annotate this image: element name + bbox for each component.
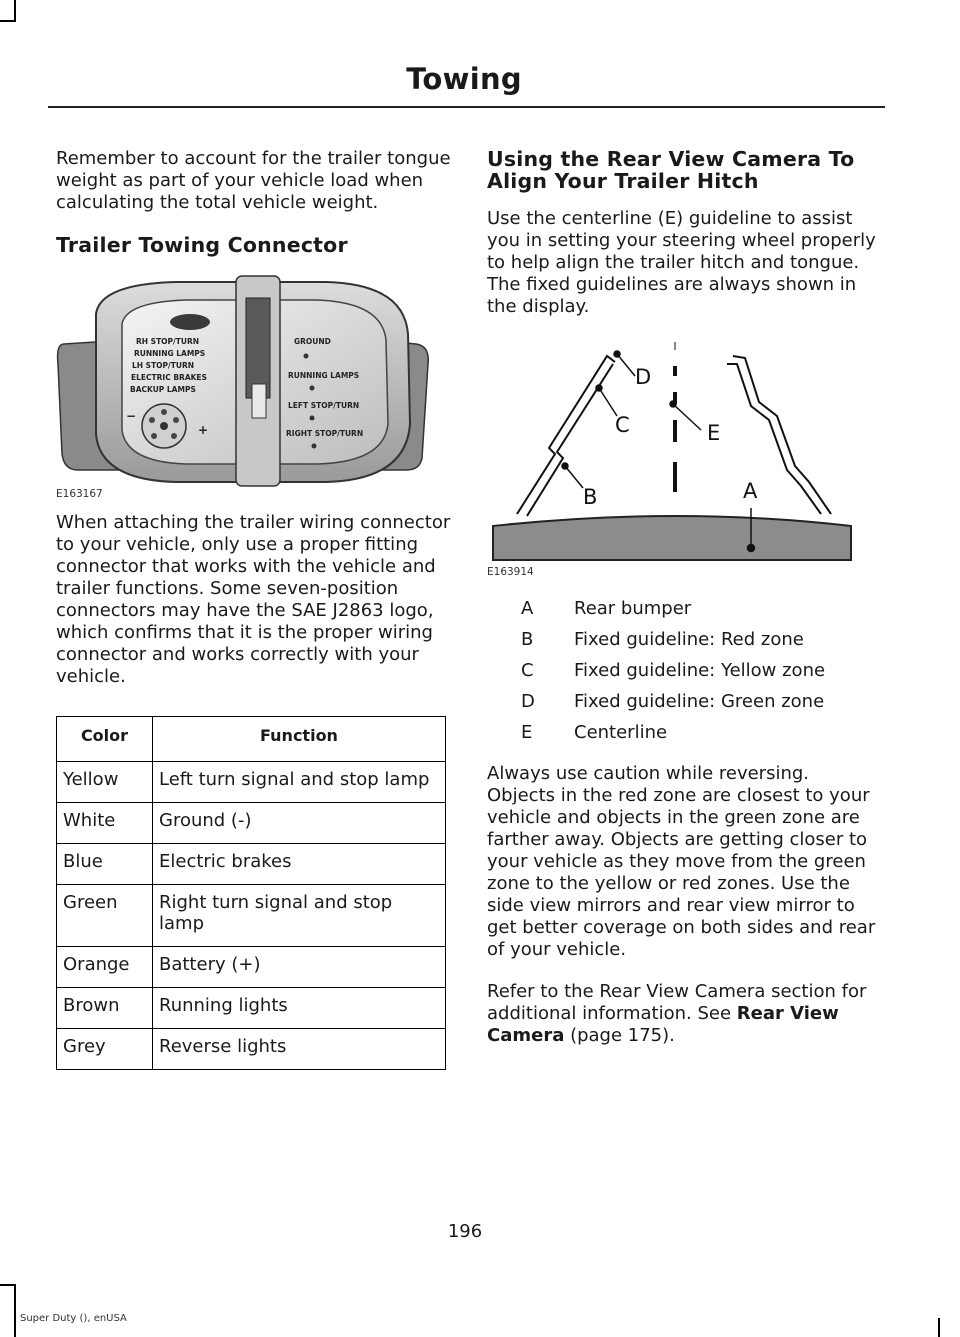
page-title: Towing — [406, 62, 522, 96]
refer-paragraph — [487, 981, 882, 1047]
legend-item — [487, 722, 882, 753]
function-cell: Battery (+) — [153, 947, 446, 988]
function-cell: Right turn signal and stop lamp — [153, 885, 446, 947]
legend-text: Fixed guideline: Yellow zone — [574, 660, 826, 681]
function-cell: Left turn signal and stop lamp — [153, 762, 446, 803]
connector-label: BACKUP LAMPS — [130, 385, 196, 394]
left-column — [56, 148, 451, 1070]
connector-label: RUNNING LAMPS — [288, 371, 360, 380]
connector-heading: Trailer Towing Connector — [56, 233, 348, 257]
color-cell: Blue — [57, 844, 153, 885]
guideline-label: E — [707, 421, 721, 445]
rear-camera-guidelines-illustration — [487, 336, 867, 566]
svg-text:−: − — [126, 409, 137, 423]
right-column — [487, 148, 882, 1047]
legend-item — [487, 629, 882, 660]
legend-key: E — [521, 722, 533, 743]
table-row — [57, 885, 446, 947]
table-header-row — [57, 717, 446, 762]
function-cell: Ground (-) — [153, 803, 446, 844]
color-cell: Yellow — [57, 762, 153, 803]
legend-key: D — [521, 691, 535, 712]
refer-page: (page 175). — [564, 1025, 675, 1046]
svg-text:+: + — [198, 423, 209, 437]
color-cell: Brown — [57, 988, 153, 1029]
figure-code: E163914 — [487, 566, 534, 578]
legend-text: Centerline — [574, 722, 668, 743]
crop-mark — [14, 1284, 16, 1337]
page-number: 196 — [447, 1221, 483, 1242]
color-cell: Orange — [57, 947, 153, 988]
intro-paragraph: Remember to account for the trailer tongue weight as part of your vehicle load when calculating the total vehicle weight. — [56, 148, 451, 213]
refer-text: Refer to the Rear View Camera section for additional information. See — [487, 981, 867, 1024]
crop-mark — [14, 0, 16, 22]
legend-key: A — [521, 598, 534, 619]
connector-label: LH STOP/TURN — [132, 361, 195, 370]
color-cell: Grey — [57, 1029, 153, 1070]
camera-intro: Use the centerline (E) guideline to assist you in setting your steering wheel properly to help align the trailer hitch and tongue. The fixed guidelines are always shown in the display. — [487, 208, 876, 317]
legend-text: Fixed guideline: Green zone — [574, 691, 825, 712]
camera-heading: Using the Rear View Camera To Align Your Trailer Hitch — [487, 147, 855, 193]
function-cell: Electric brakes — [153, 844, 446, 885]
column-header: Color — [57, 717, 153, 762]
table-row — [57, 1029, 446, 1070]
attach-paragraph: When attaching the trailer wiring connector to your vehicle, only use a proper fitting connector that works with the vehicle and trailer functions. Some seven-position connectors may have the SAE J2863 logo, which confirms that it is the proper wiring connector and works correctly with your vehicle. — [56, 512, 451, 687]
legend-key: B — [521, 629, 534, 650]
rear-view-camera-link[interactable]: Rear View Camera — [487, 1003, 839, 1046]
table-row — [57, 947, 446, 988]
figure-legend — [487, 598, 882, 753]
legend-text: Rear bumper — [574, 598, 692, 619]
guideline-label: D — [635, 365, 652, 389]
function-cell: Running lights — [153, 988, 446, 1029]
crop-mark — [938, 1318, 940, 1337]
crop-mark — [0, 20, 16, 22]
connector-label: ELECTRIC BRAKES — [131, 373, 207, 382]
wire-color-table — [56, 716, 446, 1070]
connector-label: GROUND — [294, 337, 331, 346]
column-header: Function — [153, 717, 446, 762]
camera-figure — [487, 336, 882, 578]
legend-item — [487, 598, 882, 629]
connector-figure — [56, 274, 451, 500]
guideline-label: B — [583, 485, 598, 509]
table-row — [57, 803, 446, 844]
color-cell: White — [57, 803, 153, 844]
crop-mark — [0, 1284, 16, 1286]
caution-paragraph: Always use caution while reversing. Objects in the red zone are closest to your vehicle and objects in the green zone are farther away. Objects are getting closer to your vehicle as they move from the green zone to the yellow or red zones. Use the side view mirrors and rear view mirror to get better coverage on both sides and rear of your vehicle. — [487, 763, 876, 960]
connector-label: RH STOP/TURN — [136, 337, 200, 346]
color-cell: Green — [57, 885, 153, 947]
legend-text: Fixed guideline: Red zone — [574, 629, 804, 650]
doc-info: Super Duty (), enUSA — [20, 1313, 127, 1324]
connector-label: RUNNING LAMPS — [134, 349, 206, 358]
figure-code: E163167 — [56, 488, 103, 500]
legend-item — [487, 660, 882, 691]
table-row — [57, 762, 446, 803]
function-cell: Reverse lights — [153, 1029, 446, 1070]
table-row — [57, 844, 446, 885]
legend-key: C — [521, 660, 534, 681]
trailer-connector-illustration — [56, 274, 436, 494]
header-divider — [48, 106, 885, 108]
guideline-label: C — [615, 413, 630, 437]
connector-label: LEFT STOP/TURN — [288, 401, 360, 410]
guideline-label: A — [743, 479, 758, 503]
legend-item — [487, 691, 882, 722]
table-row — [57, 988, 446, 1029]
connector-label: RIGHT STOP/TURN — [286, 429, 364, 438]
